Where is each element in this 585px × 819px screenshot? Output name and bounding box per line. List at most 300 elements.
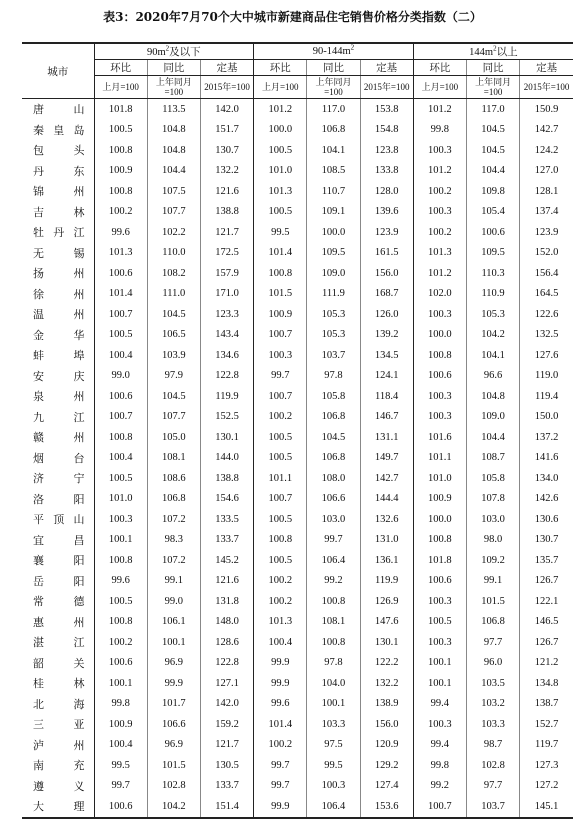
index-value-cell: 103.2 — [466, 694, 519, 715]
index-value-cell: 105.8 — [466, 468, 519, 489]
index-value-cell: 109.8 — [466, 181, 519, 202]
index-value-cell: 100.8 — [94, 140, 147, 161]
index-value-cell: 96.0 — [466, 653, 519, 674]
index-value-cell: 101.2 — [413, 99, 466, 120]
index-value-cell: 101.5 — [254, 284, 307, 305]
index-value-cell: 100.8 — [307, 591, 360, 612]
index-value-cell: 99.7 — [94, 776, 147, 797]
index-value-cell: 101.2 — [254, 99, 307, 120]
index-value-cell: 96.6 — [466, 366, 519, 387]
index-value-cell: 98.0 — [466, 530, 519, 551]
table-row — [22, 448, 573, 469]
index-value-cell: 106.8 — [147, 489, 200, 510]
index-value-cell: 151.7 — [200, 120, 253, 141]
city-name: 唐山 — [33, 103, 85, 117]
index-value-cell: 100.7 — [254, 325, 307, 346]
index-value-cell: 128.1 — [520, 181, 573, 202]
subheader-base: 定基 — [200, 60, 253, 76]
index-value-cell: 172.5 — [200, 243, 253, 264]
index-value-cell: 122.8 — [200, 653, 253, 674]
index-value-cell: 99.6 — [254, 694, 307, 715]
index-value-cell: 100.3 — [413, 632, 466, 653]
index-value-cell: 144.4 — [360, 489, 413, 510]
index-value-cell: 99.6 — [94, 571, 147, 592]
index-value-cell: 146.7 — [360, 407, 413, 428]
index-value-cell: 110.9 — [466, 284, 519, 305]
index-value-cell: 138.8 — [200, 202, 253, 223]
index-value-cell: 100.7 — [94, 304, 147, 325]
index-value-cell: 108.7 — [466, 448, 519, 469]
base-label: 上月=100 — [413, 76, 466, 99]
index-value-cell: 99.8 — [413, 120, 466, 141]
index-value-cell: 126.0 — [360, 304, 413, 325]
index-value-cell: 100.1 — [307, 694, 360, 715]
table-row — [22, 735, 573, 756]
index-value-cell: 104.5 — [147, 386, 200, 407]
index-value-cell: 153.6 — [360, 796, 413, 818]
index-value-cell: 138.7 — [520, 694, 573, 715]
index-value-cell: 103.9 — [147, 345, 200, 366]
index-value-cell: 153.8 — [360, 99, 413, 120]
city-name: 常德 — [33, 595, 85, 609]
price-index-table-wrapper — [22, 42, 573, 819]
subheader-mom: 环比 — [94, 60, 147, 76]
index-value-cell: 99.5 — [94, 755, 147, 776]
table-row — [22, 694, 573, 715]
index-value-cell: 100.6 — [94, 263, 147, 284]
city-name: 北海 — [33, 697, 85, 711]
index-value-cell: 145.2 — [200, 550, 253, 571]
index-value-cell: 101.5 — [466, 591, 519, 612]
index-value-cell: 137.2 — [520, 427, 573, 448]
index-value-cell: 103.0 — [307, 509, 360, 530]
index-value-cell: 99.5 — [254, 222, 307, 243]
city-name: 南充 — [33, 759, 85, 773]
table-row — [22, 345, 573, 366]
index-value-cell: 100.2 — [254, 571, 307, 592]
subheader-yoy: 同比 — [307, 60, 360, 76]
index-value-cell: 101.2 — [413, 161, 466, 182]
index-value-cell: 127.6 — [520, 345, 573, 366]
city-name: 吉林 — [33, 205, 85, 219]
table-row — [22, 591, 573, 612]
index-value-cell: 151.4 — [200, 796, 253, 818]
index-value-cell: 108.0 — [307, 468, 360, 489]
index-value-cell: 101.5 — [147, 755, 200, 776]
city-name: 济宁 — [33, 472, 85, 486]
index-value-cell: 113.5 — [147, 99, 200, 120]
city-name: 大理 — [22, 796, 94, 818]
index-value-cell: 106.4 — [307, 796, 360, 818]
base-label: 上月=100 — [254, 76, 307, 99]
index-value-cell: 122.1 — [520, 591, 573, 612]
index-value-cell: 101.0 — [413, 468, 466, 489]
index-value-cell: 106.1 — [147, 612, 200, 633]
index-value-cell: 99.7 — [254, 776, 307, 797]
city-name: 徐州 — [33, 287, 85, 301]
index-value-cell: 100.8 — [94, 181, 147, 202]
table-row — [22, 571, 573, 592]
index-value-cell: 101.3 — [413, 243, 466, 264]
index-value-cell: 100.3 — [94, 509, 147, 530]
table-row — [22, 653, 573, 674]
table-row — [22, 181, 573, 202]
index-value-cell: 99.9 — [254, 796, 307, 818]
index-value-cell: 100.5 — [254, 509, 307, 530]
index-value-cell: 100.2 — [94, 632, 147, 653]
index-value-cell: 100.9 — [94, 161, 147, 182]
index-value-cell: 102.8 — [466, 755, 519, 776]
index-value-cell: 100.2 — [413, 181, 466, 202]
index-value-cell: 109.5 — [307, 243, 360, 264]
city-name: 襄阳 — [33, 554, 85, 568]
index-value-cell: 100.8 — [307, 632, 360, 653]
index-value-cell: 100.5 — [254, 550, 307, 571]
index-value-cell: 154.8 — [360, 120, 413, 141]
city-name: 泸州 — [33, 738, 85, 752]
index-value-cell: 98.7 — [466, 735, 519, 756]
city-name: 韶关 — [33, 656, 85, 670]
table-row — [22, 489, 573, 510]
index-value-cell: 142.0 — [200, 694, 253, 715]
index-value-cell: 126.7 — [520, 632, 573, 653]
index-value-cell: 100.5 — [254, 202, 307, 223]
city-name: 蚌埠 — [33, 349, 85, 363]
index-value-cell: 127.4 — [360, 776, 413, 797]
index-value-cell: 139.2 — [360, 325, 413, 346]
index-value-cell: 127.2 — [520, 776, 573, 797]
base-label: 2015年=100 — [520, 76, 573, 99]
city-name: 扬州 — [33, 267, 85, 281]
index-value-cell: 150.9 — [520, 99, 573, 120]
index-value-cell: 100.1 — [413, 653, 466, 674]
index-value-cell: 102.0 — [413, 284, 466, 305]
index-value-cell: 104.4 — [147, 161, 200, 182]
index-value-cell: 99.9 — [254, 673, 307, 694]
index-value-cell: 103.3 — [466, 714, 519, 735]
index-value-cell: 121.7 — [200, 222, 253, 243]
table-row — [22, 140, 573, 161]
index-value-cell: 105.3 — [466, 304, 519, 325]
table-row — [22, 325, 573, 346]
index-value-cell: 100.2 — [94, 202, 147, 223]
index-value-cell: 101.8 — [94, 99, 147, 120]
table-row — [22, 468, 573, 489]
index-value-cell: 104.2 — [466, 325, 519, 346]
index-value-cell: 97.9 — [147, 366, 200, 387]
index-value-cell: 99.7 — [254, 366, 307, 387]
city-name: 遵义 — [33, 779, 85, 793]
index-value-cell: 100.2 — [254, 591, 307, 612]
city-name: 宜昌 — [33, 533, 85, 547]
index-value-cell: 107.2 — [147, 509, 200, 530]
index-value-cell: 119.9 — [360, 571, 413, 592]
index-value-cell: 132.6 — [360, 509, 413, 530]
index-value-cell: 100.7 — [254, 386, 307, 407]
index-value-cell: 101.0 — [254, 161, 307, 182]
group-header-90-below: $90m^2$及以下 — [94, 43, 254, 60]
index-value-cell: 100.9 — [94, 714, 147, 735]
index-value-cell: 97.8 — [307, 653, 360, 674]
index-value-cell: 101.7 — [147, 694, 200, 715]
index-value-cell: 161.5 — [360, 243, 413, 264]
index-value-cell: 99.4 — [413, 735, 466, 756]
index-value-cell: 106.8 — [307, 448, 360, 469]
index-value-cell: 110.0 — [147, 243, 200, 264]
index-value-cell: 122.8 — [200, 366, 253, 387]
index-value-cell: 108.1 — [307, 612, 360, 633]
subheader-mom: 环比 — [254, 60, 307, 76]
index-value-cell: 100.5 — [94, 468, 147, 489]
table-row — [22, 632, 573, 653]
index-value-cell: 99.2 — [307, 571, 360, 592]
index-value-cell: 109.0 — [466, 407, 519, 428]
index-value-cell: 104.8 — [147, 120, 200, 141]
subheader-base: 定基 — [360, 60, 413, 76]
index-value-cell: 107.7 — [147, 407, 200, 428]
index-value-cell: 104.8 — [466, 386, 519, 407]
index-value-cell: 138.8 — [200, 468, 253, 489]
index-value-cell: 101.3 — [94, 243, 147, 264]
base-label: 2015年=100 — [200, 76, 253, 99]
index-value-cell: 104.5 — [307, 427, 360, 448]
index-value-cell: 99.2 — [413, 776, 466, 797]
index-value-cell: 100.0 — [254, 120, 307, 141]
city-name: 秦皇岛 — [33, 123, 85, 137]
index-value-cell: 100.3 — [307, 776, 360, 797]
index-value-cell: 119.7 — [520, 735, 573, 756]
index-value-cell: 100.8 — [254, 263, 307, 284]
index-value-cell: 100.5 — [94, 120, 147, 141]
index-value-cell: 100.8 — [94, 550, 147, 571]
index-value-cell: 152.7 — [520, 714, 573, 735]
index-value-cell: 107.8 — [466, 489, 519, 510]
index-value-cell: 100.6 — [466, 222, 519, 243]
index-value-cell: 101.8 — [413, 550, 466, 571]
city-name: 丹东 — [33, 164, 85, 178]
index-value-cell: 100.2 — [254, 407, 307, 428]
index-value-cell: 100.1 — [147, 632, 200, 653]
index-value-cell: 130.7 — [200, 140, 253, 161]
index-value-cell: 97.7 — [466, 776, 519, 797]
index-value-cell: 131.1 — [360, 427, 413, 448]
table-title: 表3：2020年7月70个大中城市新建商品住宅销售价格分类指数（二） — [103, 10, 482, 24]
index-value-cell: 103.0 — [466, 509, 519, 530]
index-value-cell: 143.4 — [200, 325, 253, 346]
city-name: 锦州 — [33, 185, 85, 199]
index-value-cell: 142.6 — [520, 489, 573, 510]
index-value-cell: 101.4 — [254, 714, 307, 735]
index-value-cell: 108.6 — [147, 468, 200, 489]
index-value-cell: 134.5 — [360, 345, 413, 366]
index-value-cell: 99.7 — [254, 755, 307, 776]
index-value-cell: 168.7 — [360, 284, 413, 305]
index-value-cell: 121.6 — [200, 181, 253, 202]
index-value-cell: 134.0 — [520, 468, 573, 489]
index-value-cell: 139.6 — [360, 202, 413, 223]
base-label: 上年同月=100 — [307, 76, 360, 99]
index-value-cell: 130.1 — [200, 427, 253, 448]
index-value-cell: 133.8 — [360, 161, 413, 182]
group-header-90-144: $90-144m^2$ — [254, 43, 414, 60]
index-value-cell: 100.0 — [307, 222, 360, 243]
index-value-cell: 108.2 — [147, 263, 200, 284]
index-value-cell: 104.2 — [147, 796, 200, 818]
index-value-cell: 141.6 — [520, 448, 573, 469]
index-value-cell: 106.5 — [147, 325, 200, 346]
index-value-cell: 124.2 — [520, 140, 573, 161]
index-value-cell: 104.8 — [147, 140, 200, 161]
index-value-cell: 100.2 — [413, 222, 466, 243]
index-value-cell: 132.5 — [520, 325, 573, 346]
index-value-cell: 101.4 — [254, 243, 307, 264]
table-header — [22, 43, 573, 99]
index-value-cell: 109.2 — [466, 550, 519, 571]
city-name: 湛江 — [33, 636, 85, 650]
index-value-cell: 154.6 — [200, 489, 253, 510]
index-value-cell: 100.9 — [413, 489, 466, 510]
index-value-cell: 100.8 — [413, 345, 466, 366]
index-value-cell: 100.8 — [254, 530, 307, 551]
index-value-cell: 100.0 — [413, 509, 466, 530]
index-value-cell: 142.7 — [520, 120, 573, 141]
index-value-cell: 104.0 — [307, 673, 360, 694]
index-value-cell: 130.5 — [200, 755, 253, 776]
index-value-cell: 127.0 — [520, 161, 573, 182]
index-value-cell: 164.5 — [520, 284, 573, 305]
index-value-cell: 99.1 — [147, 571, 200, 592]
table-row — [22, 304, 573, 325]
index-value-cell: 122.2 — [360, 653, 413, 674]
table-body — [22, 99, 573, 818]
index-value-cell: 149.7 — [360, 448, 413, 469]
index-value-cell: 101.0 — [94, 489, 147, 510]
index-value-cell: 110.7 — [307, 181, 360, 202]
index-value-cell: 104.4 — [466, 161, 519, 182]
index-value-cell: 101.6 — [413, 427, 466, 448]
index-value-cell: 105.3 — [307, 325, 360, 346]
table-row — [22, 120, 573, 141]
table-row — [22, 222, 573, 243]
table-row — [22, 796, 573, 818]
city-name: 三亚 — [33, 718, 85, 732]
index-value-cell: 100.5 — [413, 612, 466, 633]
index-value-cell: 99.4 — [413, 694, 466, 715]
index-value-cell: 111.9 — [307, 284, 360, 305]
index-value-cell: 100.3 — [413, 386, 466, 407]
index-value-cell: 97.5 — [307, 735, 360, 756]
index-value-cell: 117.0 — [466, 99, 519, 120]
base-label: 2015年=100 — [360, 76, 413, 99]
city-name: 金华 — [33, 328, 85, 342]
index-value-cell: 100.1 — [413, 673, 466, 694]
index-value-cell: 142.7 — [360, 468, 413, 489]
index-value-cell: 121.6 — [200, 571, 253, 592]
index-value-cell: 106.6 — [147, 714, 200, 735]
city-name: 包头 — [33, 144, 85, 158]
city-name: 安庆 — [33, 369, 85, 383]
index-value-cell: 100.7 — [413, 796, 466, 818]
index-value-cell: 101.2 — [413, 263, 466, 284]
index-value-cell: 152.5 — [200, 407, 253, 428]
index-value-cell: 100.5 — [94, 591, 147, 612]
index-value-cell: 108.5 — [307, 161, 360, 182]
index-value-cell: 106.4 — [307, 550, 360, 571]
subheader-yoy: 同比 — [147, 60, 200, 76]
index-value-cell: 97.7 — [466, 632, 519, 653]
city-column-header: 城市 — [22, 43, 94, 99]
index-value-cell: 108.1 — [147, 448, 200, 469]
index-value-cell: 156.0 — [360, 263, 413, 284]
index-value-cell: 100.6 — [413, 571, 466, 592]
index-value-cell: 128.0 — [360, 181, 413, 202]
index-value-cell: 118.4 — [360, 386, 413, 407]
index-value-cell: 127.1 — [200, 673, 253, 694]
index-value-cell: 100.3 — [413, 591, 466, 612]
index-value-cell: 100.1 — [94, 530, 147, 551]
index-value-cell: 100.4 — [94, 448, 147, 469]
index-value-cell: 134.6 — [200, 345, 253, 366]
index-value-cell: 105.8 — [307, 386, 360, 407]
table-row — [22, 366, 573, 387]
index-value-cell: 101.1 — [254, 468, 307, 489]
index-value-cell: 123.9 — [360, 222, 413, 243]
index-value-cell: 100.3 — [413, 202, 466, 223]
index-value-cell: 150.0 — [520, 407, 573, 428]
index-value-cell: 111.0 — [147, 284, 200, 305]
city-name: 泉州 — [33, 390, 85, 404]
index-value-cell: 123.8 — [360, 140, 413, 161]
index-value-cell: 100.8 — [94, 612, 147, 633]
index-value-cell: 131.8 — [200, 591, 253, 612]
index-value-cell: 101.1 — [413, 448, 466, 469]
index-value-cell: 106.8 — [307, 407, 360, 428]
index-value-cell: 123.9 — [520, 222, 573, 243]
index-value-cell: 133.5 — [200, 509, 253, 530]
index-value-cell: 103.7 — [307, 345, 360, 366]
index-value-cell: 100.4 — [254, 632, 307, 653]
index-value-cell: 130.7 — [520, 530, 573, 551]
table-row — [22, 243, 573, 264]
table-row — [22, 776, 573, 797]
index-value-cell: 102.2 — [147, 222, 200, 243]
index-value-cell: 100.8 — [94, 427, 147, 448]
index-value-cell: 121.2 — [520, 653, 573, 674]
table-row — [22, 755, 573, 776]
index-value-cell: 157.9 — [200, 263, 253, 284]
city-name: 洛阳 — [33, 492, 85, 506]
city-name: 惠州 — [33, 615, 85, 629]
index-value-cell: 105.4 — [466, 202, 519, 223]
index-value-cell: 123.3 — [200, 304, 253, 325]
index-value-cell: 104.5 — [466, 120, 519, 141]
index-value-cell: 104.1 — [307, 140, 360, 161]
subheader-yoy: 同比 — [466, 60, 519, 76]
index-value-cell: 99.0 — [94, 366, 147, 387]
index-value-cell: 100.3 — [413, 407, 466, 428]
table-row — [22, 509, 573, 530]
index-value-cell: 128.6 — [200, 632, 253, 653]
base-label: 上年同月=100 — [147, 76, 200, 99]
index-value-cell: 100.4 — [94, 735, 147, 756]
index-value-cell: 99.9 — [147, 673, 200, 694]
index-value-cell: 136.1 — [360, 550, 413, 571]
index-value-cell: 100.3 — [413, 140, 466, 161]
index-value-cell: 103.5 — [466, 673, 519, 694]
table-row — [22, 161, 573, 182]
index-value-cell: 99.7 — [307, 530, 360, 551]
index-value-cell: 119.4 — [520, 386, 573, 407]
